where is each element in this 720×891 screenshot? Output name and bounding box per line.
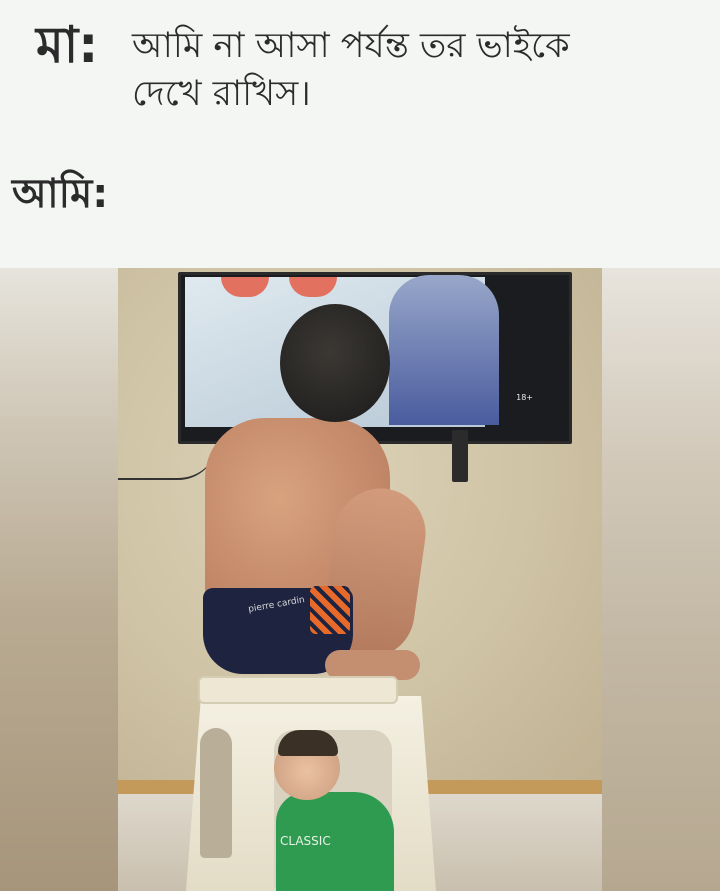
me-speaker-label: আমি: [12,171,109,217]
blur-border-right [602,268,720,891]
tv-heart-shape [221,277,269,297]
mom-speaker-label: মা: [36,16,99,74]
shorts-brand-text: pierre cardin [247,595,306,615]
stool-seat [198,676,398,704]
blur-border-left [0,268,118,891]
mom-dialogue-line-1: আমি না আসা পর্যন্ত তর ভাইকে [132,26,570,66]
baby-hair [278,730,338,756]
shorts-stripe [310,586,350,634]
mom-dialogue-line-2: দেখে রাখিস। [132,74,311,114]
wall-plug [452,430,468,482]
tv-rating-badge: 18+ [516,393,533,402]
tv-heart-shape [289,277,337,297]
meme-photo [0,268,720,891]
baby-shirt-text: CLASSIC [280,834,331,848]
stool-opening [200,728,232,858]
meme-caption [0,0,720,268]
boy-head [280,304,390,422]
tv-figure [389,275,499,425]
